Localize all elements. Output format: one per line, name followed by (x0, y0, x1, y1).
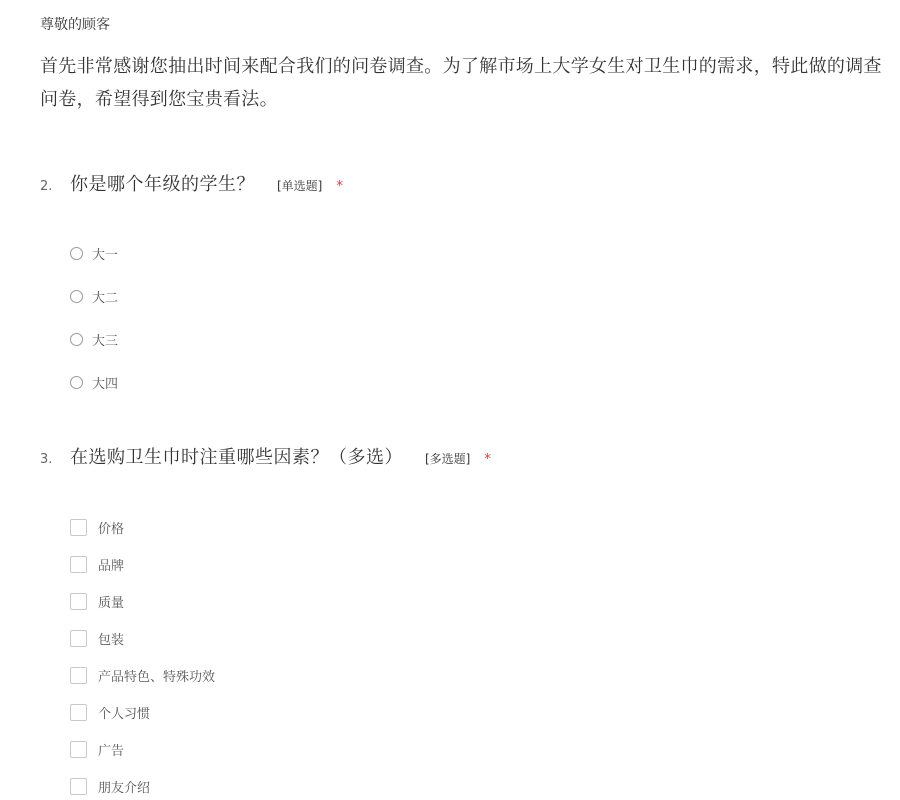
checkbox-option[interactable] (70, 657, 215, 694)
checkbox[interactable] (70, 519, 87, 536)
checkbox[interactable] (70, 630, 87, 647)
question-title: 在选购卫生巾时注重哪些因素？（多选） (70, 447, 403, 468)
question-number: 3. (40, 452, 53, 467)
question-number: 2. (40, 179, 53, 194)
option-label: 大一 (92, 248, 119, 263)
radio-button[interactable] (70, 247, 83, 260)
question-type-badge: [多选题] (425, 452, 471, 466)
question-3-options (70, 509, 215, 800)
option-label: 品牌 (98, 559, 125, 574)
checkbox[interactable] (70, 667, 87, 684)
option-label: 大三 (92, 334, 119, 349)
required-marker: * (336, 179, 343, 194)
checkbox-option[interactable] (70, 620, 215, 657)
checkbox[interactable] (70, 704, 87, 721)
question-type-badge: [单选题] (277, 179, 323, 193)
checkbox-option[interactable] (70, 768, 215, 800)
option-label: 个人习惯 (98, 707, 151, 722)
checkbox[interactable] (70, 778, 87, 795)
checkbox-option[interactable] (70, 583, 215, 620)
radio-option[interactable] (70, 318, 118, 361)
option-label: 包装 (98, 633, 125, 648)
radio-option[interactable] (70, 232, 118, 275)
radio-button[interactable] (70, 333, 83, 346)
checkbox[interactable] (70, 556, 87, 573)
question-2-header (40, 170, 343, 196)
option-label: 朋友介绍 (98, 781, 151, 796)
greeting-text: 尊敬的顾客 (40, 17, 110, 33)
checkbox[interactable] (70, 741, 87, 758)
checkbox[interactable] (70, 593, 87, 610)
option-label: 广告 (98, 744, 125, 759)
question-title: 你是哪个年级的学生？ (70, 174, 255, 195)
checkbox-option[interactable] (70, 509, 215, 546)
checkbox-option[interactable] (70, 731, 215, 768)
option-label: 价格 (98, 522, 125, 537)
option-label: 大二 (92, 291, 119, 306)
option-label: 大四 (92, 377, 119, 392)
required-marker: * (484, 452, 491, 467)
radio-button[interactable] (70, 290, 83, 303)
checkbox-option[interactable] (70, 546, 215, 583)
checkbox-option[interactable] (70, 694, 215, 731)
question-3-header (40, 443, 491, 469)
radio-button[interactable] (70, 376, 83, 389)
question-2-options (70, 232, 118, 404)
option-label: 质量 (98, 596, 125, 611)
radio-option[interactable] (70, 361, 118, 404)
intro-paragraph: 首先非常感谢您抽出时间来配合我们的问卷调查。为了解市场上大学女生对卫生巾的需求，特此做的调查问卷，希望得到您宝贵看法。 (40, 56, 882, 110)
option-label: 产品特色、特殊功效 (98, 670, 216, 685)
radio-option[interactable] (70, 275, 118, 318)
